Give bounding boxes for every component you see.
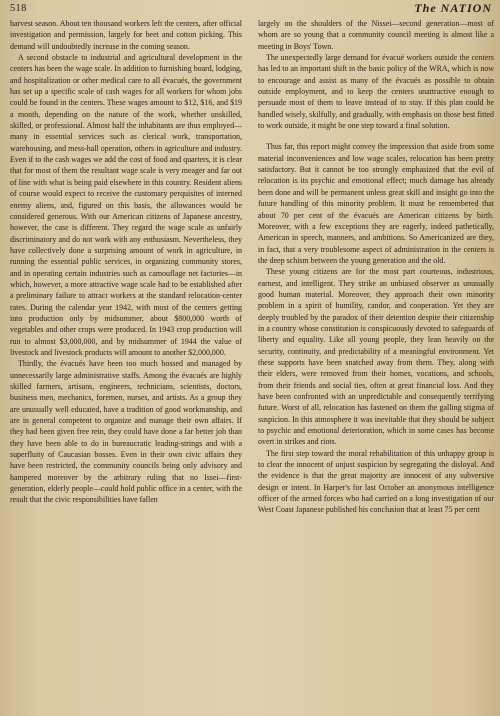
paragraph: harvest season. About ten thousand workers left the centers, after official investigation and permission, largely for beet and cotton picking. This demand will undoubtedly increase in the coming season. — [10, 19, 242, 51]
paragraph: Thirdly, the évacués have been too much bossed and managed by unnecessarily large administrative staffs. Among the évacués are highly skilled farmers, artisans, engineers, technicians, scientists, doctors, business men, mechanics, foremen, nurses, and artists. As a group they are unusually well educated, have a tradition of good workmanship, and are in general competent to organize and manage their own affairs. If they had been given free rein, they could have done a far better job than they have been able to do in bureaucratic leading-strings and with a superfluity of Caucasian bosses. Even in their own civic affairs they have been restricted, the community councils being only advisory and hampered moreover by the arbitrary ruling that no Issei—first-generation, elderly people—could hold public office in a center, with the result that the civic responsibilities have fallen — [10, 359, 242, 505]
right-column — [258, 18, 494, 516]
page-number: 518 — [10, 3, 27, 14]
paragraph: largely on the shoulders of the Nissei—second generation—most of whom are so young that a community council meeting is almost like a meeting in Boys' Town. — [258, 19, 494, 51]
paragraph: These young citizens are for the most part courteous, industrious, earnest, and intelligent. They strike an unbiased observer as unusually good human material. Moreover, they approach their own minority problem in a spirit of humility, candor, and cooperation. Yet they are deeply troubled by the paradox of their detention despite their citizenship in a country whose constitution is conspicuously devoted to safeguards of liberty and equality. Like all young people, they lean heavily on the security, continuity, and predictability of a meaningful environment. Yet these supports have been snatched away from them. They, along with their elders, were removed from their homes, vocations, and schools, from their friends and social ties, often at great financial loss. And they have been confronted with an unpredictable and consequently terrifying future. Worst of all, relocation has fastened on them the galling stigma of suspicion. In this atmosphere it was inevitable that they should be subject to psychic and emotional deterioration, which in some cases has become overt in strikes and riots. — [258, 267, 494, 447]
section-break — [258, 131, 494, 141]
left-column — [10, 18, 242, 506]
magazine-title: The NATION — [414, 1, 492, 15]
paragraph: A second obstacle to industrial and agricultural development in the centers has been the wage scale. In addition to furnishing board, lodging, and hospitalization or other medical care to all évacués, the government has set up a specific scale of cash wages for all workers for whom jobs could be found in the centers. These wages amount to $12, $16, and $19 a month, depending on the nature of the work, whether unskilled, skilled, or professional. Almost half the inhabitants are thus employed—many in essential services such as clerical work, transportation, warehousing, and mess-hall operation, others in agriculture and industry. Even if to the cash wages we add the cost of food and quarters, it is clear that for most of them the resultant wage scale is very meager and far out of line with what is being paid elsewhere in this country. Resident aliens of course would expect to receive the customary perquisites of interned enemy aliens, and, figured on this basis, the allowances would be considered generous. With our American citizens of Japanese ancestry, however, the case is different. They regard the wage scale as unfairly discriminatory and do not work with any enthusiasm. Nevertheless, they have collectively done a surprising amount of work in agriculture, in running the essential public services, in organizing community stores, and in operating certain industries such as camouflage net factories—in which, however, a more attractive wage scale had to be established after a preliminary failure to attract workers at the standard relocation-center rates. During the calendar year 1942, with most of the centers getting into production only by midsummer, about $800,000 worth of vegetables and other crops were produced. In 1943 crop production will run to almost $3,000,000, and by midsummer of 1944 the value of livestock and livestock products will amount to another $2,000,000. — [10, 53, 242, 357]
page-header — [10, 3, 492, 17]
paragraph: The first step toward the moral rehabilitation of this unhappy group is to clear the innocent of unjust suspicion by segregating the disloyal. And the evidence is that the great majority are innocent of any subversive design or intent. In Harper's for last October an anonymous intelligence officer of the armed forces who had carried on a long investigation of our West Coast Japanese published his conclusion that at least 75 per cent — [258, 448, 494, 515]
paragraph: The unexpectedly large demand for évacué workers outside the centers has led to an important shift in the basic policy of the WRA, which is now to encourage and assist as many of the évacués as possible to obtain outside employment, and to keep the centers unattractive enough to persuade most of them to leave instead of to stay. If this plan could be handled wisely, skilfully, and gradually, with emphasis on those best fitted to work outside, it might be one step toward a final solution. — [258, 53, 494, 131]
paragraph: Thus far, this report might convey the impression that aside from some material inconveniences and low wage scales, relocation has been pretty satisfactory. But it cannot be too strongly emphasized that the evil of relocation is its psychic and emotional effect; much damage has already been done and will be permanent unless great skill and insight go into the future handling of this minority problem. It must be remembered that about 70 per cent of the évacués are American citizens by birth. Moreover, with a few exceptions they are eagerly, indeed pathetically, American in speech, manners, and ambitions. So Americanized are they, in fact, that a very troublesome aspect of administration in the centers is the deep schism between the young generation and the old. — [258, 142, 494, 265]
